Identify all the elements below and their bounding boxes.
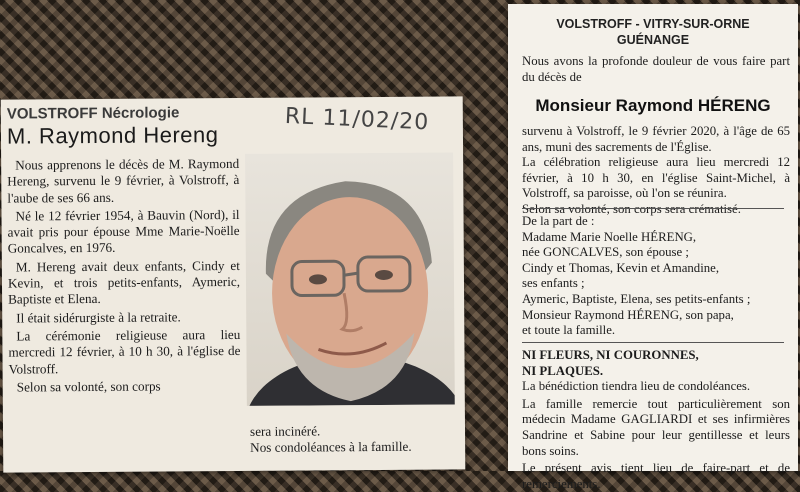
notice-intro: Nous avons la profonde douleur de vous faire part du décès de <box>522 54 790 84</box>
notice-header-line: VOLSTROFF - VITRY-SUR-ORNE <box>556 17 750 31</box>
divider <box>522 208 784 209</box>
divider <box>522 342 784 343</box>
obituary-clipping-left <box>1 96 466 472</box>
family-heading: De la part de : <box>522 214 595 228</box>
section-heading: VOLSTROFF Nécrologie <box>6 104 180 123</box>
article-line: sera incinéré. <box>249 423 321 439</box>
notice-header <box>508 16 798 48</box>
no-flowers-line: NI PLAQUES. <box>522 363 604 378</box>
article-column-2 <box>250 422 460 456</box>
notice-header-line: GUÉNANGE <box>616 33 690 47</box>
notice-paragraph: La célébration religieuse aura lieu mercredi 12 février, à 10 h 30, en l'église Saint-Michel, à Volstroff, sa paroisse, où l'on se réunira. <box>522 155 790 201</box>
obituary-title: M. Raymond Hereng <box>6 122 219 149</box>
deceased-name: Monsieur Raymond HÉRENG <box>535 96 771 115</box>
family-line: Monsieur Raymond HÉRENG, son papa, <box>522 307 734 322</box>
article-paragraph: La cérémonie religieuse aura lieu mercredi 12 février, à 10 h 30, à l'église de Volstroff. <box>8 326 241 377</box>
family-line: et toute la famille. <box>522 323 616 338</box>
article-paragraph: Nous apprenons le décès de M. Raymond Hereng, survenu le 9 février, à Volstroff, à l'aube de ses 66 ans. <box>7 155 240 206</box>
family-list <box>522 214 790 339</box>
family-line: Madame Marie Noelle HÉRENG, <box>522 229 697 244</box>
family-line: Aymeric, Baptiste, Elena, ses petits-enfants ; <box>522 291 751 306</box>
article-line: Nos condoléances à la famille. <box>250 439 412 456</box>
notice-details <box>522 124 790 218</box>
article-column-1 <box>7 156 241 398</box>
death-notice-clipping-right <box>508 4 798 491</box>
family-line: ses enfants ; <box>522 276 585 291</box>
notice-footer: Le présent avis tient lieu de faire-part et de remerciements. <box>522 461 790 491</box>
no-flowers-line: NI FLEURS, NI COURONNES, <box>522 348 699 362</box>
notice-closing <box>522 348 790 492</box>
portrait-photo <box>245 152 455 405</box>
family-line: Cindy et Thomas, Kevin et Amandine, <box>522 260 720 275</box>
portrait-illustration <box>245 152 455 405</box>
article-paragraph: M. Hereng avait deux enfants, Cindy et Kevin, et trois petits-enfants, Aymeric, Baptiste et Elena. <box>7 257 241 307</box>
article-paragraph: Il était sidérurgiste à la retraite. <box>16 309 181 326</box>
article-paragraph: Né le 12 février 1954, à Bauvin (Nord), il avait pris pour épouse Mme Marie-Noëlle Goncalves, en 1976. <box>7 206 240 257</box>
handwritten-annotation: RL 11/02/20 <box>284 103 430 136</box>
benediction-line: La bénédiction tiendra lieu de condoléances. <box>522 379 751 394</box>
thanks-paragraph: La famille remercie tout particulièrement son médecin Madame GAGLIARDI et ses infirmières Sandrine et Sabine pour leur gentillesse et leurs bons soins. <box>522 396 790 458</box>
article-paragraph: Selon sa volonté, son corps <box>16 378 161 395</box>
family-line: née GONCALVES, son épouse ; <box>522 245 689 260</box>
notice-paragraph: survenu à Volstroff, le 9 février 2020, à l'âge de 65 ans, muni des sacrements de l'Église. <box>522 124 790 154</box>
